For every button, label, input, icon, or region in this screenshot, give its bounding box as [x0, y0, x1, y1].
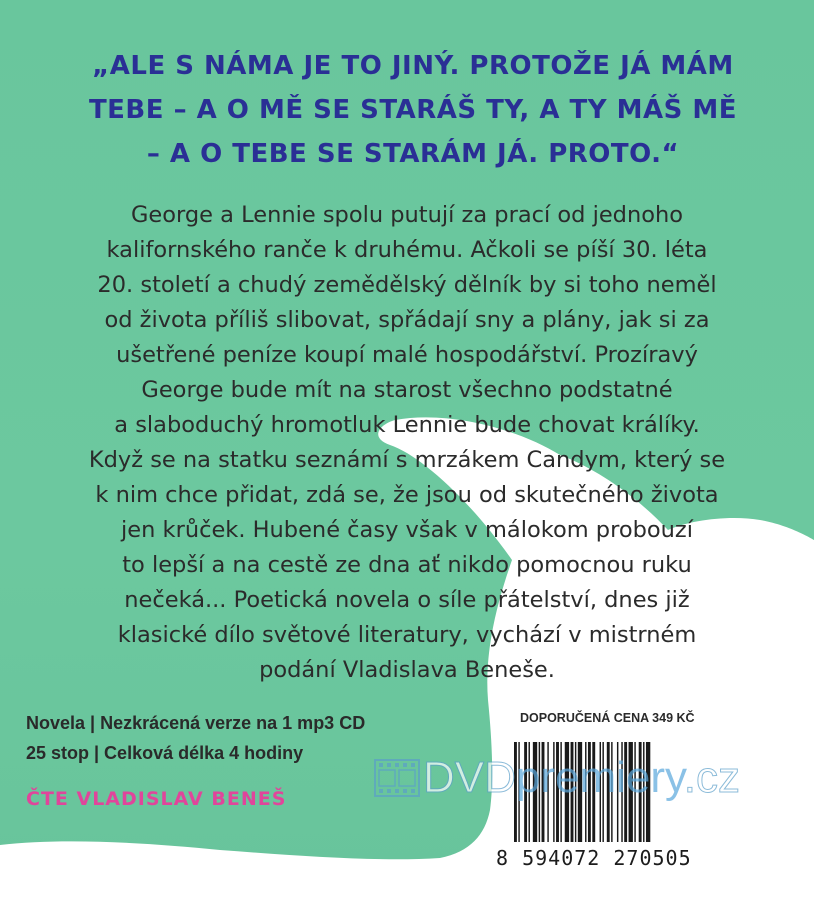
description-line: kalifornského ranče k druhému. Ačkoli se píší 30. léta — [106, 237, 708, 263]
watermark — [373, 752, 773, 808]
description-line: Když se na statku seznámí s mrzákem Candym, který se — [88, 447, 726, 473]
description-line: a slaboduchý hromotluk Lennie bude chovat králíky. — [114, 412, 700, 438]
watermark-text — [423, 752, 740, 804]
quote-line: – A O TEBE SE STARÁM JÁ. PROTO.“ — [146, 139, 680, 169]
description-line: George bude mít na starost všechno podstatné — [141, 377, 673, 403]
price-label: DOPORUČENÁ CENA 349 KČ — [520, 711, 695, 725]
description-block — [20, 198, 794, 688]
description-line: 20. století a chudý zemědělský dělník by si toho neměl — [97, 272, 717, 298]
watermark-dvd: DVD — [423, 753, 516, 802]
format-line: Novela | Nezkrácená verze na 1 mp3 CD — [26, 713, 366, 733]
description-line: jen krůček. Hubené časy však v málokom probouzí — [121, 517, 693, 543]
quote-line: „ALE S NÁMA JE TO JINÝ. PROTOŽE JÁ MÁM — [92, 51, 734, 81]
narrator-credit: ČTE VLADISLAV BENEŠ — [26, 788, 287, 810]
quote-line: TEBE – A O MĚ SE STARÁŠ TY, A TY MÁŠ MĚ — [88, 95, 738, 125]
format-info — [26, 708, 365, 768]
description-line: nečeká... Poetická novela o síle přátelství, dnes již — [124, 587, 690, 613]
watermark-cz: .cz — [683, 753, 741, 802]
description-line: George a Lennie spolu putují za prací od jednoho — [130, 202, 684, 228]
description-line: ušetřené peníze koupí malé hospodářství. Prozíravý — [116, 342, 698, 368]
description-line: podání Vladislava Beneše. — [259, 657, 555, 683]
description-line: od života příliš slibovat, spřádají sny a plány, jak si za — [104, 307, 710, 333]
description-line: klasické dílo světové literatury, vychází v mistrném — [117, 622, 697, 648]
quote-block — [28, 44, 798, 176]
barcode-number: 8 594072 270505 — [496, 846, 692, 870]
duration-line: 25 stop | Celková délka 4 hodiny — [26, 743, 304, 763]
description-line: to lepší a na cestě ze dna ať nikdo pomocnou ruku — [122, 552, 692, 578]
film-strip-icon — [373, 752, 421, 804]
description-line: k nim chce přidat, zdá se, že jsou od skutečného života — [95, 482, 719, 508]
watermark-premiery: premiery — [515, 753, 684, 802]
